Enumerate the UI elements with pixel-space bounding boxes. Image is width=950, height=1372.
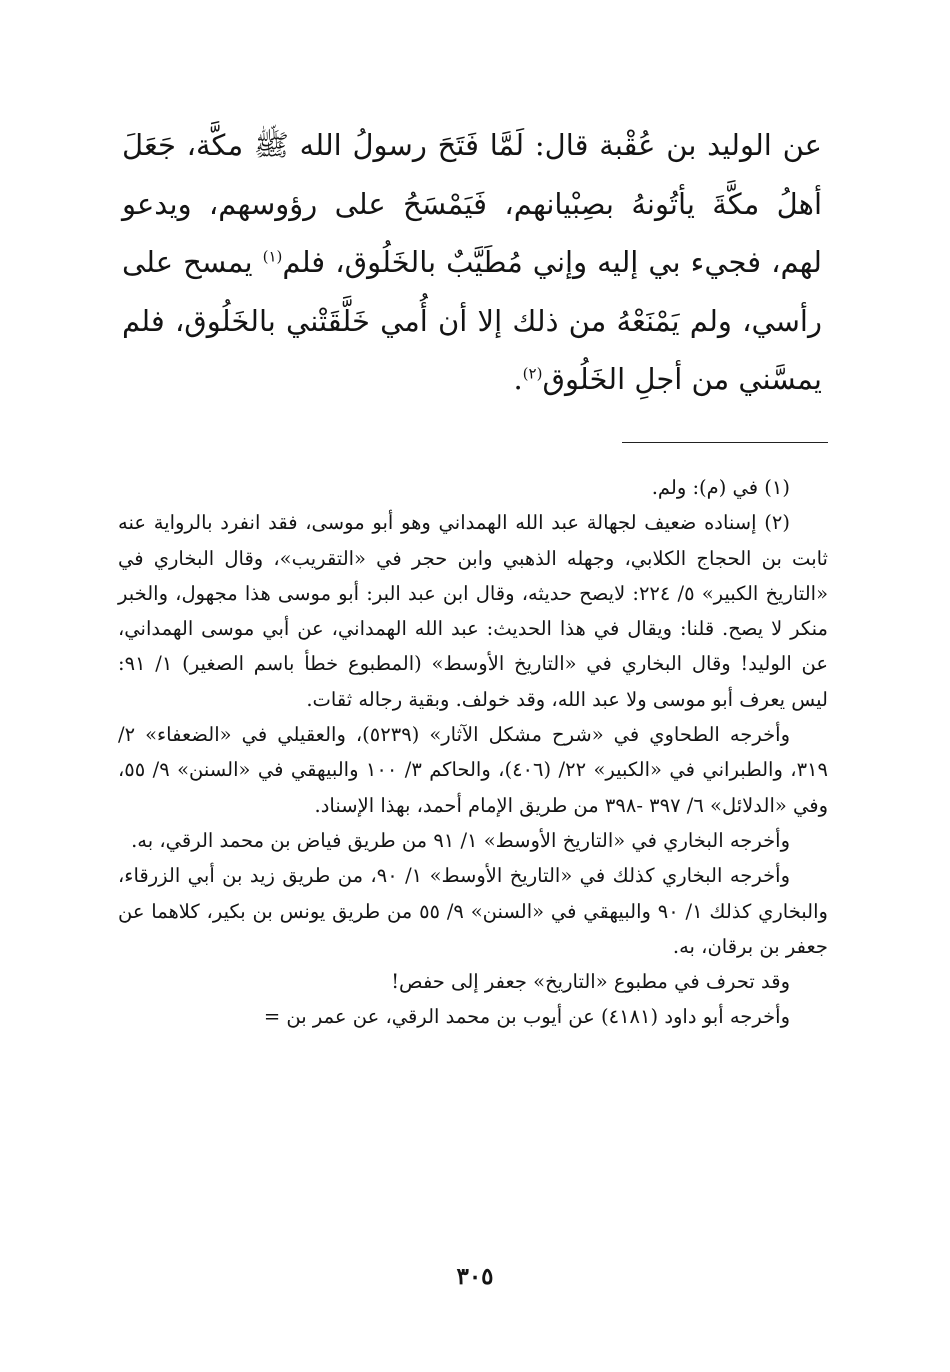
footnote-paragraph: وأخرجه أبو داود (٤١٨١) عن أيوب بن محمد الرقي، عن عمر بن = — [263, 1005, 790, 1029]
footnote-ref-2: (٢) — [522, 364, 543, 383]
footnote-2: (٢) إسناده ضعيف لجهالة عبد الله الهمداني وهو أبو موسى، فقد انفرد بالرواية عنه ثابت بن الحجاج الكلابي، وجهله الذهبي وابن حجر في «التقريب»، وقال البخاري في «التاريخ الكبير» ٥/ ٢٢٤: لايصح حديثه، وقال ابن عبد البر: أبو موسى هذا مجهول، والخبر منكر لا يصح. قلنا: ويقال في هذا الحديث: عبد الله الهمداني، عن أبي موسى الهمداني، عن الوليد! وقال البخاري في «التاريخ الأوسط» (المطبوع خطأ باسم الصغير) ١/ ٩١: ليس يعرف أبو موسى ولا عبد الله، وقد خولف. وبقية رجاله ثقات. — [118, 511, 828, 711]
hadith-text-end: . — [513, 362, 523, 396]
footnotes — [118, 470, 828, 1035]
footnote-ref-1: (١) — [262, 247, 283, 266]
hadith-text — [122, 116, 822, 409]
hadith-text-part-2: يمسح على رأسي، ولم يَمْنَعْهُ من ذلك إلا أن أُمي خَلَّقَتْني بالخَلُوق، فلم يمسَّني من أجلِ الخَلُوق — [122, 245, 822, 396]
footnote-paragraph: وأخرجه البخاري كذلك في «التاريخ الأوسط» ١/ ٩٠، من طريق زيد بن أبي الزرقاء، والبخاري كذلك ١/ ٩٠ والبيهقي في «السنن» ٩/ ٥٥ من طريق يونس بن بكير، كلاهما عن جعفر بن برقان، به. — [118, 864, 828, 958]
hadith-paragraph — [122, 116, 822, 409]
footnote-1: (١) في (م): ولم. — [651, 476, 790, 499]
footnote-paragraph: وأخرجه البخاري في «التاريخ الأوسط» ١/ ٩١ من طريق فياض بن محمد الرقي، به. — [131, 828, 790, 852]
footnote-paragraph: وقد تحرف في مطبوع «التاريخ» جعفر إلى حفص! — [391, 970, 790, 994]
footnote-separator — [622, 442, 828, 443]
footnote-paragraph: وأخرجه الطحاوي في «شرح مشكل الآثار» (٥٢٣٩)، والعقيلي في «الضعفاء» ٢/ ٣١٩، والطبراني في «الكبير» ٢٢/ (٤٠٦)، والحاكم ٣/ ١٠٠ والبيهقي في «السنن» ٩/ ٥٥، وفي «الدلائل» ٦/ ٣٩٧ -٣٩٨ من طريق الإمام أحمد، بهذا الإسناد. — [118, 723, 828, 817]
hadith-text-part-1: عن الوليد بن عُقْبة قال: لَمَّا فَتَحَ رسولُ الله ﷺ مكَّة، جَعَلَ أهلُ مكَّةَ يأتُونهُ بصِبْيانهم، فَيَمْسَحُ على رؤوسهم، ويدعو لهم، فجيء بي إليه وإني مُطَيَّبٌ بالخَلُوق، فلم — [122, 128, 822, 279]
page-number: ٣٠٥ — [456, 1263, 494, 1290]
